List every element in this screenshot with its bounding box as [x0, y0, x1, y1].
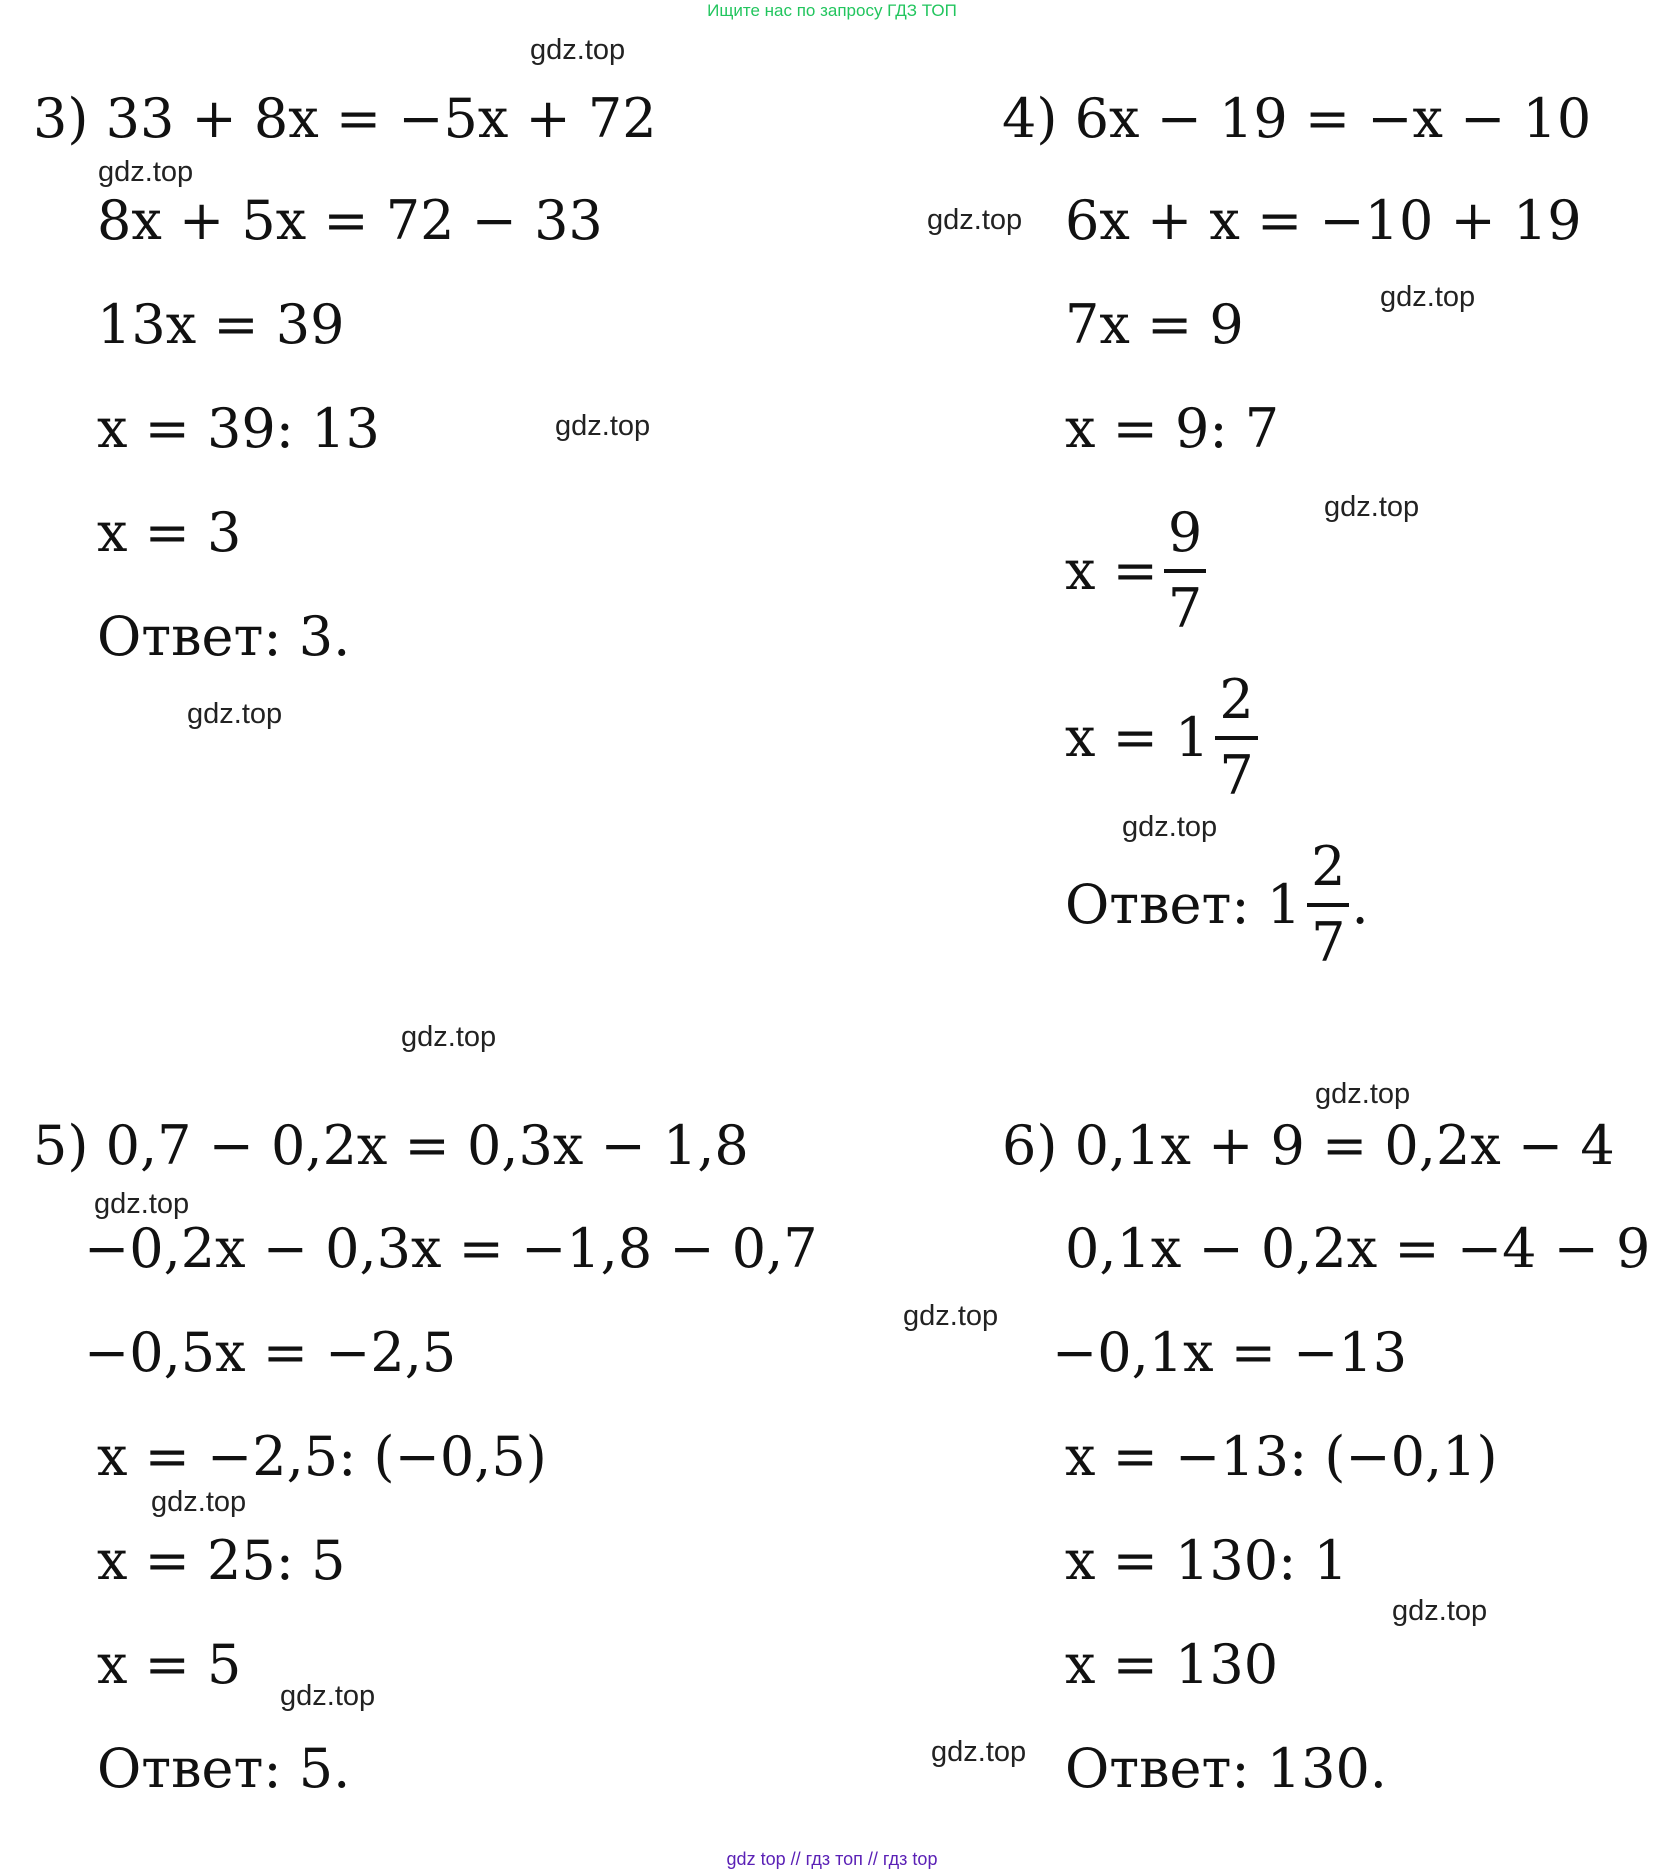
watermark: gdz.top	[931, 1736, 1027, 1768]
problem-3-answer: Ответ: 3.	[97, 605, 351, 668]
fraction-numerator: 9	[1164, 497, 1206, 573]
problem-6-step: 0,1x − 0,2x = −4 − 9	[1065, 1217, 1651, 1280]
fraction-numerator: 2	[1215, 664, 1257, 740]
problem-5-answer: Ответ: 5.	[97, 1737, 351, 1800]
fraction-denominator: 7	[1219, 744, 1254, 807]
problem-6-equation: 6) 0,1x + 9 = 0,2x − 4	[1002, 1114, 1615, 1177]
problem-4-mixed-step	[1065, 664, 1260, 812]
top-banner: Ищите нас по запросу ГДЗ ТОП	[707, 1, 957, 20]
problem-6-answer: Ответ: 130.	[1065, 1737, 1387, 1800]
problem-5-step: −0,2x − 0,3x = −1,8 − 0,7	[84, 1217, 818, 1280]
problem-6-step: x = 130	[1065, 1633, 1279, 1696]
watermark: gdz.top	[151, 1486, 247, 1518]
watermark: gdz.top	[187, 698, 283, 730]
watermark: gdz.top	[1122, 811, 1218, 843]
problem-4-step: 7x = 9	[1065, 293, 1244, 356]
fraction-lhs: x =	[1065, 539, 1158, 602]
problem-6-step: −0,1x = −13	[1052, 1321, 1408, 1384]
problem-3-step: 8x + 5x = 72 − 33	[97, 189, 603, 252]
problem-3-step: 13x = 39	[97, 293, 345, 356]
watermark: gdz.top	[94, 1188, 190, 1220]
fraction	[1307, 831, 1349, 979]
problem-5-step: x = 25: 5	[97, 1529, 346, 1592]
problem-4-answer	[1065, 831, 1369, 979]
watermark: gdz.top	[1392, 1595, 1488, 1627]
problem-5-step: x = 5	[97, 1633, 242, 1696]
fraction-denominator: 7	[1311, 911, 1346, 974]
fraction-denominator: 7	[1167, 577, 1203, 640]
watermark: gdz.top	[280, 1680, 376, 1712]
mixed-number-lhs: x = 1	[1065, 706, 1210, 769]
problem-4-step: x = 9: 7	[1065, 397, 1280, 460]
problem-5-step: −0,5x = −2,5	[84, 1321, 457, 1384]
problem-6-step: x = −13: (−0,1)	[1065, 1425, 1498, 1488]
problem-4-step: 6x + x = −10 + 19	[1065, 189, 1582, 252]
answer-prefix: Ответ: 1	[1065, 873, 1302, 936]
problem-6-step: x = 130: 1	[1065, 1529, 1348, 1592]
watermark: gdz.top	[401, 1021, 497, 1053]
fraction-numerator: 2	[1307, 831, 1349, 907]
problem-3-equation: 3) 33 + 8x = −5x + 72	[33, 87, 657, 150]
problem-5-step: x = −2,5: (−0,5)	[97, 1425, 547, 1488]
problem-5-equation: 5) 0,7 − 0,2x = 0,3x − 1,8	[33, 1114, 749, 1177]
bottom-footer: gdz top // гдз топ // гдз top	[726, 1849, 938, 1869]
problem-3-step: x = 39: 13	[97, 397, 380, 460]
fraction	[1164, 497, 1206, 645]
answer-suffix: .	[1351, 873, 1369, 936]
watermark: gdz.top	[530, 34, 626, 66]
problem-4-equation: 4) 6x − 19 = −x − 10	[1002, 87, 1592, 150]
watermark: gdz.top	[555, 410, 651, 442]
watermark: gdz.top	[1324, 491, 1420, 523]
fraction	[1215, 664, 1257, 812]
problem-4-fraction-step	[1065, 497, 1208, 645]
watermark: gdz.top	[98, 156, 194, 188]
watermark: gdz.top	[903, 1300, 999, 1332]
watermark: gdz.top	[927, 204, 1023, 236]
watermark: gdz.top	[1315, 1078, 1411, 1110]
watermark: gdz.top	[1380, 281, 1476, 313]
problem-3-step: x = 3	[97, 501, 242, 564]
